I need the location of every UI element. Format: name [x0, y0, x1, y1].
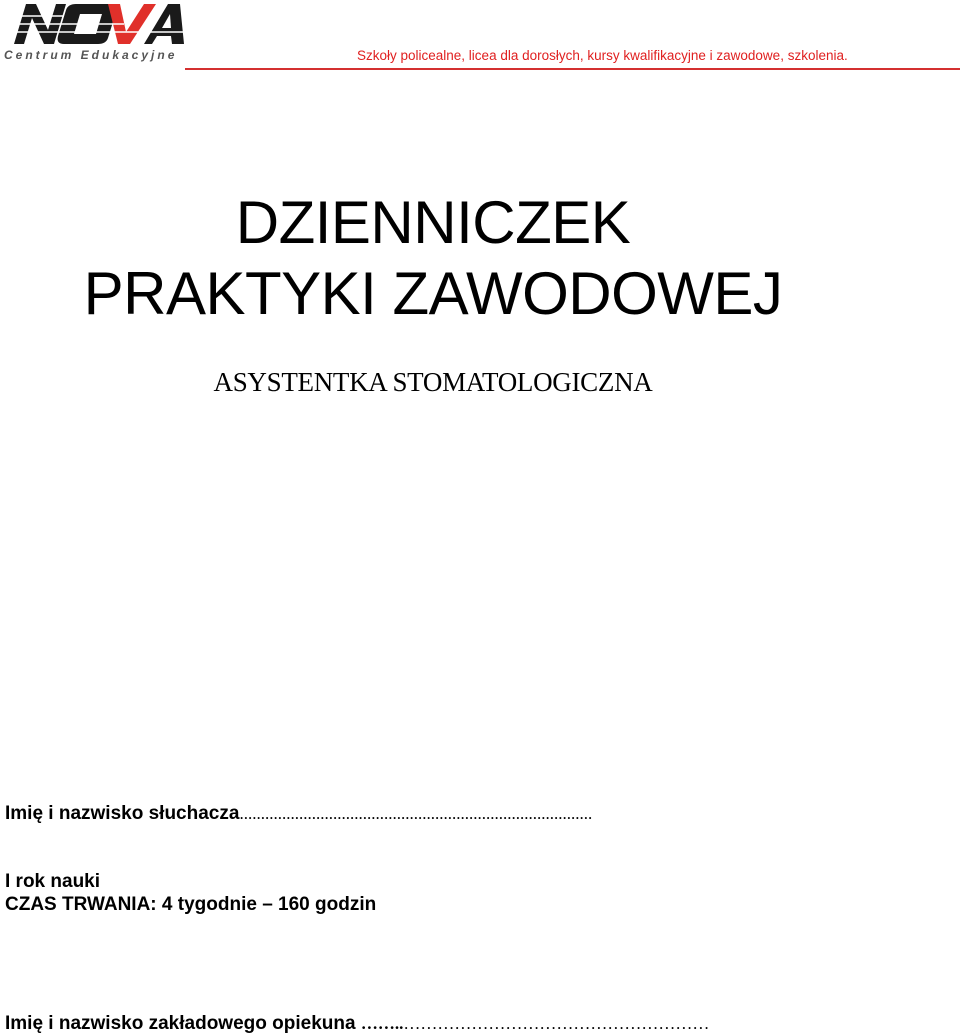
header-tagline: Szkoły policealne, licea dla dorosłych, kursy kwalifikacyjne i zawodowe, szkolenia. — [357, 48, 848, 63]
duration: CZAS TRWANIA: 4 tygodnie – 160 godzin — [5, 894, 377, 915]
document-title-line2: PRAKTYKI ZAWODOWEJ — [83, 260, 783, 327]
nova-logo-mark — [4, 2, 184, 48]
page-header — [0, 0, 960, 74]
logo-subtitle: Centrum Edukacyjne — [4, 48, 178, 62]
student-name-label: Imię i nazwisko słuchacza — [5, 803, 240, 824]
supervisor-name-field — [5, 1013, 709, 1035]
document-subtitle: ASYSTENTKA STOMATOLOGICZNA — [213, 367, 653, 397]
supervisor-name-blank: ……………………………………………… — [403, 1014, 710, 1033]
nova-logo — [4, 2, 184, 64]
supervisor-name-label: Imię i nazwisko zakładowego opiekuna — [5, 1013, 356, 1034]
document-title-line1: DZIENNICZEK — [235, 189, 631, 256]
header-divider — [185, 68, 960, 70]
supervisor-name-blank-bold: …….. — [360, 1014, 404, 1033]
study-year: I rok nauki — [5, 871, 101, 892]
student-name-field — [5, 803, 592, 825]
student-name-blank: ................................................................................... — [239, 804, 593, 823]
